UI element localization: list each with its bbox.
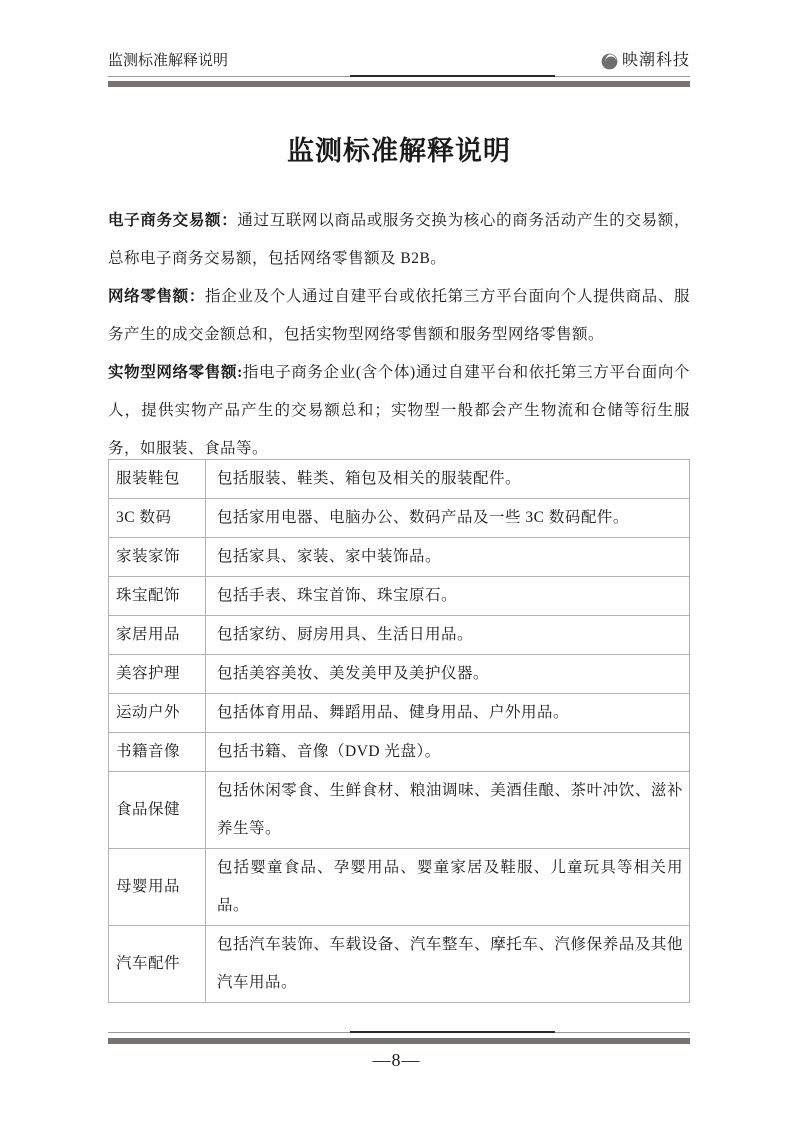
category-cell: 3C 数码 — [109, 499, 206, 538]
category-cell: 书籍音像 — [109, 733, 206, 772]
paragraph-lead: 实物型网络零售额: — [108, 364, 243, 381]
table-row — [109, 538, 690, 577]
definition-paragraph — [108, 278, 690, 354]
description-cell: 包括家具、家装、家中装饰品。 — [206, 538, 690, 577]
description-cell: 包括美容美妆、美发美甲及美护仪器。 — [206, 655, 690, 694]
paragraph-text: 通过互联网以商品或服务交换为核心的商务活动产生的交易额，总称电子商务交易额，包括网络零售额及 B2B。 — [108, 212, 690, 267]
category-cell: 家装家饰 — [109, 538, 206, 577]
table-row — [109, 926, 690, 1003]
description-cell: 包括书籍、音像（DVD 光盘）。 — [206, 733, 690, 772]
table-row — [109, 733, 690, 772]
company-logo — [600, 50, 690, 72]
definition-paragraph — [108, 354, 690, 468]
description-cell: 包括体育用品、舞蹈用品、健身用品、户外用品。 — [206, 694, 690, 733]
header-rule-thick — [108, 81, 690, 87]
description-cell: 包括休闲零食、生鲜食材、粮油调味、美酒佳酿、茶叶冲饮、滋补养生等。 — [206, 772, 690, 849]
table-row — [109, 772, 690, 849]
table-row — [109, 460, 690, 499]
table-row — [109, 655, 690, 694]
category-table — [108, 459, 690, 1003]
description-cell: 包括家用电器、电脑办公、数码产品及一些 3C 数码配件。 — [206, 499, 690, 538]
description-cell: 包括服装、鞋类、箱包及相关的服装配件。 — [206, 460, 690, 499]
table-row — [109, 577, 690, 616]
page-header — [108, 50, 690, 72]
category-cell: 运动户外 — [109, 694, 206, 733]
category-table-body — [109, 460, 690, 1003]
paragraph-lead: 电子商务交易额： — [108, 212, 238, 229]
category-cell: 食品保健 — [109, 772, 206, 849]
category-cell: 母婴用品 — [109, 849, 206, 926]
footer-rule-dark-segment — [350, 1031, 555, 1033]
company-name: 映潮科技 — [621, 52, 690, 69]
definition-paragraph — [108, 202, 690, 278]
description-cell: 包括汽车装饰、车载设备、汽车整车、摩托车、汽修保养品及其他汽车用品。 — [206, 926, 690, 1003]
page-number: —8— — [372, 1050, 421, 1070]
description-cell: 包括婴童食品、孕婴用品、婴童家居及鞋服、儿童玩具等相关用品。 — [206, 849, 690, 926]
category-cell: 服装鞋包 — [109, 460, 206, 499]
table-row — [109, 694, 690, 733]
category-cell: 美容护理 — [109, 655, 206, 694]
header-rule-dark-segment — [350, 75, 555, 77]
page-title: 监测标准解释说明 — [287, 136, 511, 166]
footer-rule-thick — [108, 1038, 690, 1044]
category-cell: 家居用品 — [109, 616, 206, 655]
paragraph-text: 指企业及个人通过自建平台或依托第三方平台面向个人提供商品、服务产生的成交金额总和，包括实物型网络零售额和服务型网络零售额。 — [108, 288, 690, 343]
header-rule-thin — [108, 76, 690, 77]
body-paragraphs — [108, 202, 690, 468]
category-cell: 汽车配件 — [109, 926, 206, 1003]
description-cell: 包括家纺、厨房用具、生活日用品。 — [206, 616, 690, 655]
category-cell: 珠宝配饰 — [109, 577, 206, 616]
description-cell: 包括手表、珠宝首饰、珠宝原石。 — [206, 577, 690, 616]
paragraph-lead: 网络零售额： — [108, 288, 206, 305]
logo-swirl-icon — [600, 52, 619, 71]
paragraph-text: 指电子商务企业(含个体)通过自建平台和依托第三方平台面向个人，提供实物产品产生的交易额总和；实物型一般都会产生物流和仓储等衍生服务，如服装、食品等。 — [108, 364, 690, 457]
footer-rule-thin — [108, 1032, 690, 1033]
table-row — [109, 499, 690, 538]
table-row — [109, 849, 690, 926]
table-row — [109, 616, 690, 655]
header-running-title: 监测标准解释说明 — [108, 53, 229, 69]
